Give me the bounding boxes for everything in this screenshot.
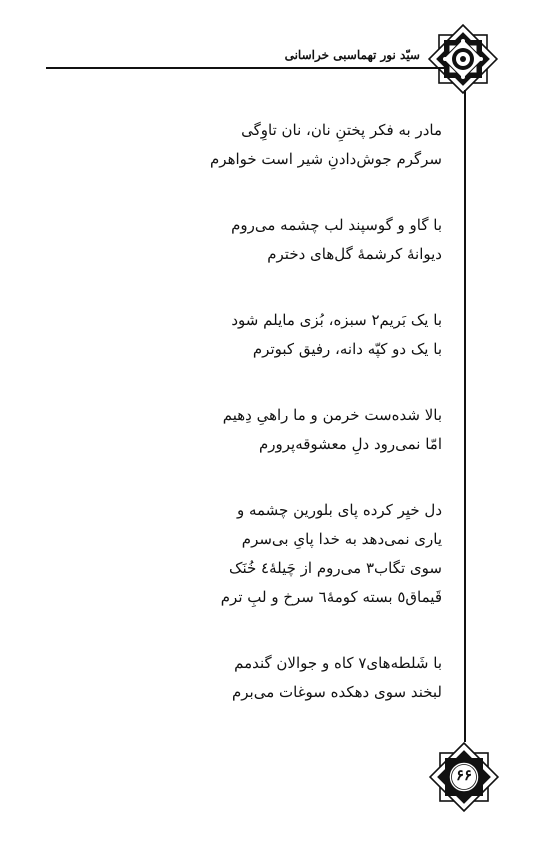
stanza: [190, 306, 442, 364]
stanza: [190, 116, 442, 174]
stanza: [190, 649, 442, 707]
verse-line: با شَلطه‌های٧ کاه و جوالان گندمم: [234, 654, 442, 672]
stanza: [190, 496, 442, 612]
verse-line: قَیماق٥ بسته کومهٔ٦ سرخ و لبِ ترم: [220, 588, 442, 606]
verse-line: سوی تگاب۳ می‌روم از چَیلهٔ٤ خُنَک: [229, 559, 442, 577]
stanza: [190, 211, 442, 269]
verse-line: با یک بَریم۲ سبزه، بُزی مایلم شود: [231, 311, 442, 329]
verse-line: با گاو و گوسپند لب چشمه می‌روم: [231, 216, 442, 234]
verse-line: دل خیِر کرده پای بلورین چشمه و: [236, 501, 442, 519]
verse-line: لبخند سوی دهکده سوغات می‌برم: [231, 683, 442, 701]
ornament-top-icon: [426, 22, 500, 96]
verse-line: دیوانهٔ کرشمهٔ گل‌های دخترم: [267, 245, 442, 263]
verse-line: بالا شده‌ست خرمن و ما راهیِ دِهیم: [222, 406, 442, 424]
verse-line: مادر به فکر پختنِ نان، نان تاوِگی: [241, 121, 442, 139]
poem: [190, 116, 442, 744]
verse-line: یاری نمی‌دهد به خدا پایِ بی‌سرم: [241, 530, 442, 548]
verse-line: سرگرم جوش‌دادنِ شیر است خواهرم: [210, 150, 442, 168]
verse-line: با یک دو کپّه دانه، رفیق کبوترم: [252, 340, 442, 358]
page-number: ۶۶: [455, 766, 473, 784]
stanza: [190, 401, 442, 459]
side-rule: [464, 90, 466, 742]
header-title: سیّد نور تهماسبی خراسانی: [284, 48, 420, 62]
header-rule: [46, 67, 446, 69]
verse-line: امّا نمی‌رود دلِ معشوقه‌پرورم: [258, 435, 442, 453]
